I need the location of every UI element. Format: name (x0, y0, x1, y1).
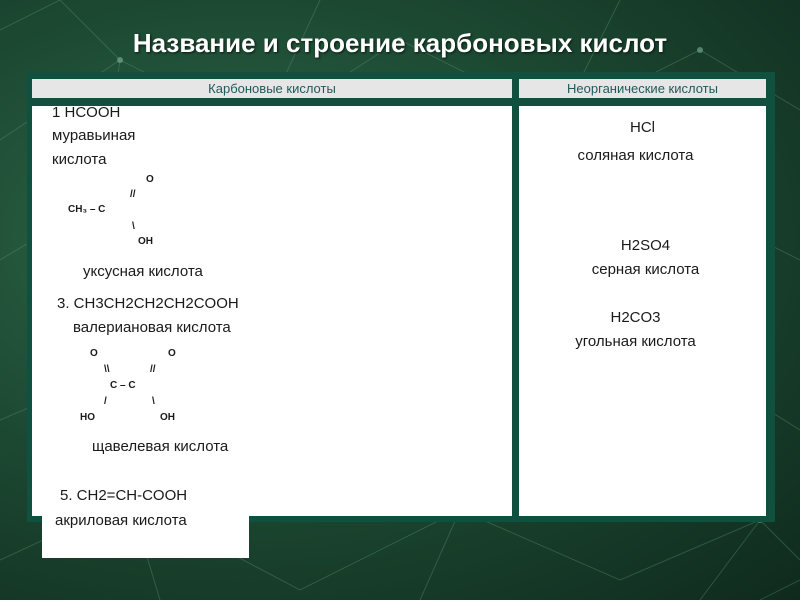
oxalic-double-bond-left: \\ (104, 364, 110, 375)
formic-acid-name-line1: муравьиная (52, 127, 136, 144)
valeric-acid-name: валериановая кислота (73, 319, 231, 336)
acrylic-acid-formula: 5. CH2=CH-COOH (60, 487, 188, 504)
hcl-name: соляная кислота (577, 147, 694, 164)
h2so4-name: серная кислота (591, 261, 700, 278)
header-carboxylic-acids: Карбоновые кислоты (32, 79, 512, 98)
formic-acid-name-line2: кислота (52, 151, 107, 168)
h2so4-formula: H2SO4 (620, 237, 671, 254)
h2co3-name: угольная кислота (575, 333, 696, 350)
oxalic-single-bond-left: / (104, 396, 107, 407)
formic-acid-formula: 1 HCOOH (52, 104, 121, 121)
oxalic-ho-group: HO (80, 412, 95, 423)
oxalic-o-right: O (168, 348, 176, 359)
valeric-acid-formula: 3. CH3CH2CH2CH2COOH (57, 295, 239, 312)
acetic-single-bond: \ (132, 221, 135, 232)
oxalic-oh-group: OH (160, 412, 175, 423)
acetic-ch3-c: CH₃ – C (68, 204, 106, 215)
acetic-acid-name: уксусная кислота (83, 263, 203, 280)
oxalic-acid-name: щавелевая кислота (92, 438, 229, 455)
acetic-double-bond: // (130, 189, 136, 200)
oxalic-o-left: O (90, 348, 98, 359)
h2co3-formula: H2CO3 (610, 309, 661, 326)
hcl-formula: HCl (630, 119, 655, 136)
oxalic-single-bond-right: \ (152, 396, 155, 407)
acetic-o-atom: O (146, 174, 154, 185)
header-inorganic-acids: Неорганические кислоты (519, 79, 766, 98)
oxalic-double-bond-right: // (150, 364, 156, 375)
oxalic-c-c: C – C (110, 380, 136, 391)
acetic-oh-group: OH (138, 236, 153, 247)
acrylic-acid-name: акриловая кислота (55, 512, 187, 529)
slide-title: Название и строение карбоновых кислот (132, 28, 668, 58)
